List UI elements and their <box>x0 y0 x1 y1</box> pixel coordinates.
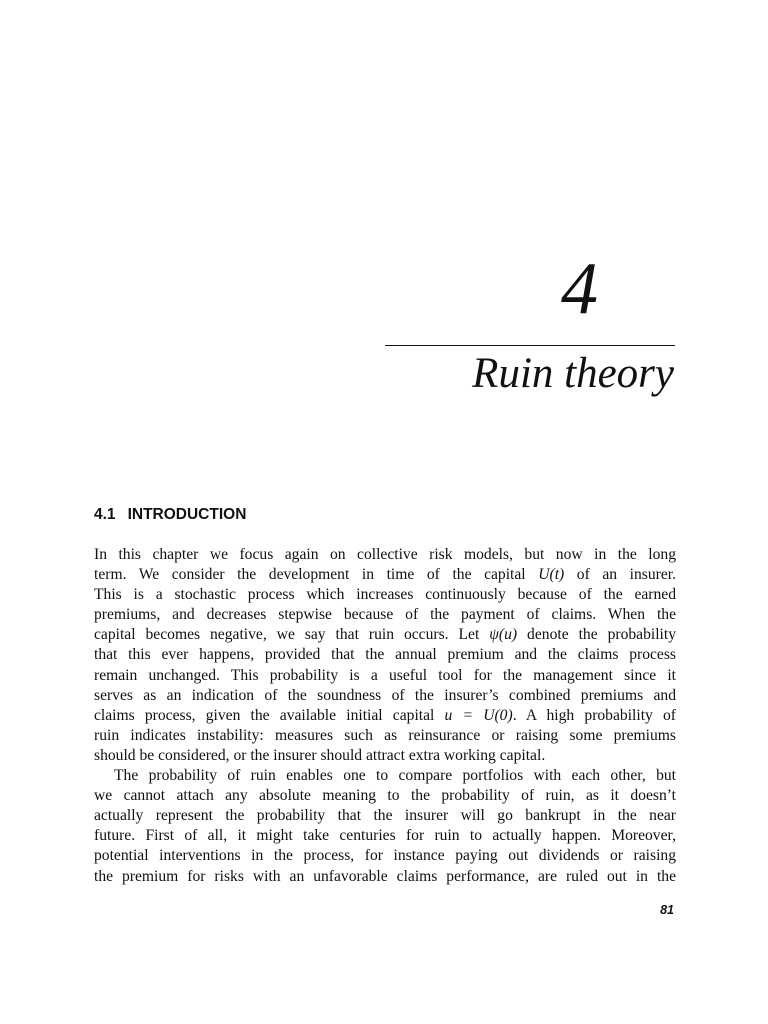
text-fragment: In this chapter we focus again on collective risk models, but now in the long <box>94 546 676 563</box>
text-fragment: potential interventions in the process, for instance paying out dividends or raising <box>94 847 676 865</box>
chapter-title: Ruin theory <box>472 350 674 397</box>
page-number: 81 <box>660 903 674 917</box>
text-fragment: The probability of ruin enables one to compare portfolios with each other, but <box>114 767 676 785</box>
section-title: INTRODUCTION <box>127 506 247 523</box>
chapter-rule <box>385 345 675 346</box>
text-fragment: capital becomes negative, we say that ruin occurs. Let <box>94 626 490 644</box>
text-fragment: actually represent the probability that the insurer will go bankrupt in the near <box>94 807 676 825</box>
text-line <box>94 746 676 766</box>
text-line <box>94 686 676 706</box>
text-line <box>94 826 676 846</box>
math-expression: ψ(u) <box>489 626 518 644</box>
text-line <box>94 867 676 887</box>
text-line <box>94 625 676 645</box>
text-fragment: serves as an indication of the soundness of the insurer’s combined premiums and <box>94 686 676 704</box>
text-line <box>94 605 676 625</box>
text-line <box>94 706 676 726</box>
text-fragment: future. First of all, it might take centuries for ruin to actually happen. Moreover, <box>94 827 676 845</box>
text-fragment: ruin indicates instability: measures such as reinsurance or raising some premiums <box>94 726 676 744</box>
text-line <box>94 565 676 585</box>
text-fragment: the premium for risks with an unfavorable claims performance, are ruled out in the <box>94 867 676 885</box>
text-fragment: claims process, given the available initial capital <box>94 706 445 724</box>
paragraph <box>94 545 676 766</box>
section-number: 4.1 <box>94 506 116 523</box>
text-line <box>94 726 676 746</box>
text-line <box>94 666 676 686</box>
paragraph <box>94 766 676 887</box>
body-text <box>94 545 676 887</box>
section-heading <box>94 507 246 523</box>
text-fragment: we cannot attach any absolute meaning to the probability of ruin, as it doesn’t <box>94 787 676 805</box>
chapter-number: 4 <box>561 248 598 330</box>
text-fragment: denote the probability <box>517 626 677 644</box>
text-line <box>94 545 676 565</box>
text-fragment: of an insurer. <box>564 566 676 584</box>
text-line <box>94 645 676 665</box>
math-expression: u = U(0) <box>444 706 513 724</box>
math-expression: U(t) <box>538 566 565 584</box>
text-fragment: premiums, and decreases stepwise because of the payment of claims. When the <box>94 606 676 624</box>
text-fragment: . A high probability of <box>512 706 676 724</box>
text-fragment: remain unchanged. This probability is a useful tool for the management since it <box>94 666 676 684</box>
text-line <box>94 806 676 826</box>
text-line <box>94 585 676 605</box>
text-line <box>94 846 676 866</box>
text-fragment: that this ever happens, provided that the annual premium and the claims process <box>94 646 676 664</box>
text-fragment: This is a stochastic process which increases continuously because of the earned <box>94 586 676 604</box>
text-line <box>94 766 676 786</box>
text-line <box>94 786 676 806</box>
text-fragment: should be considered, or the insurer should attract extra working capital. <box>94 746 546 764</box>
text-fragment: term. We consider the development in time of the capital <box>94 566 539 584</box>
